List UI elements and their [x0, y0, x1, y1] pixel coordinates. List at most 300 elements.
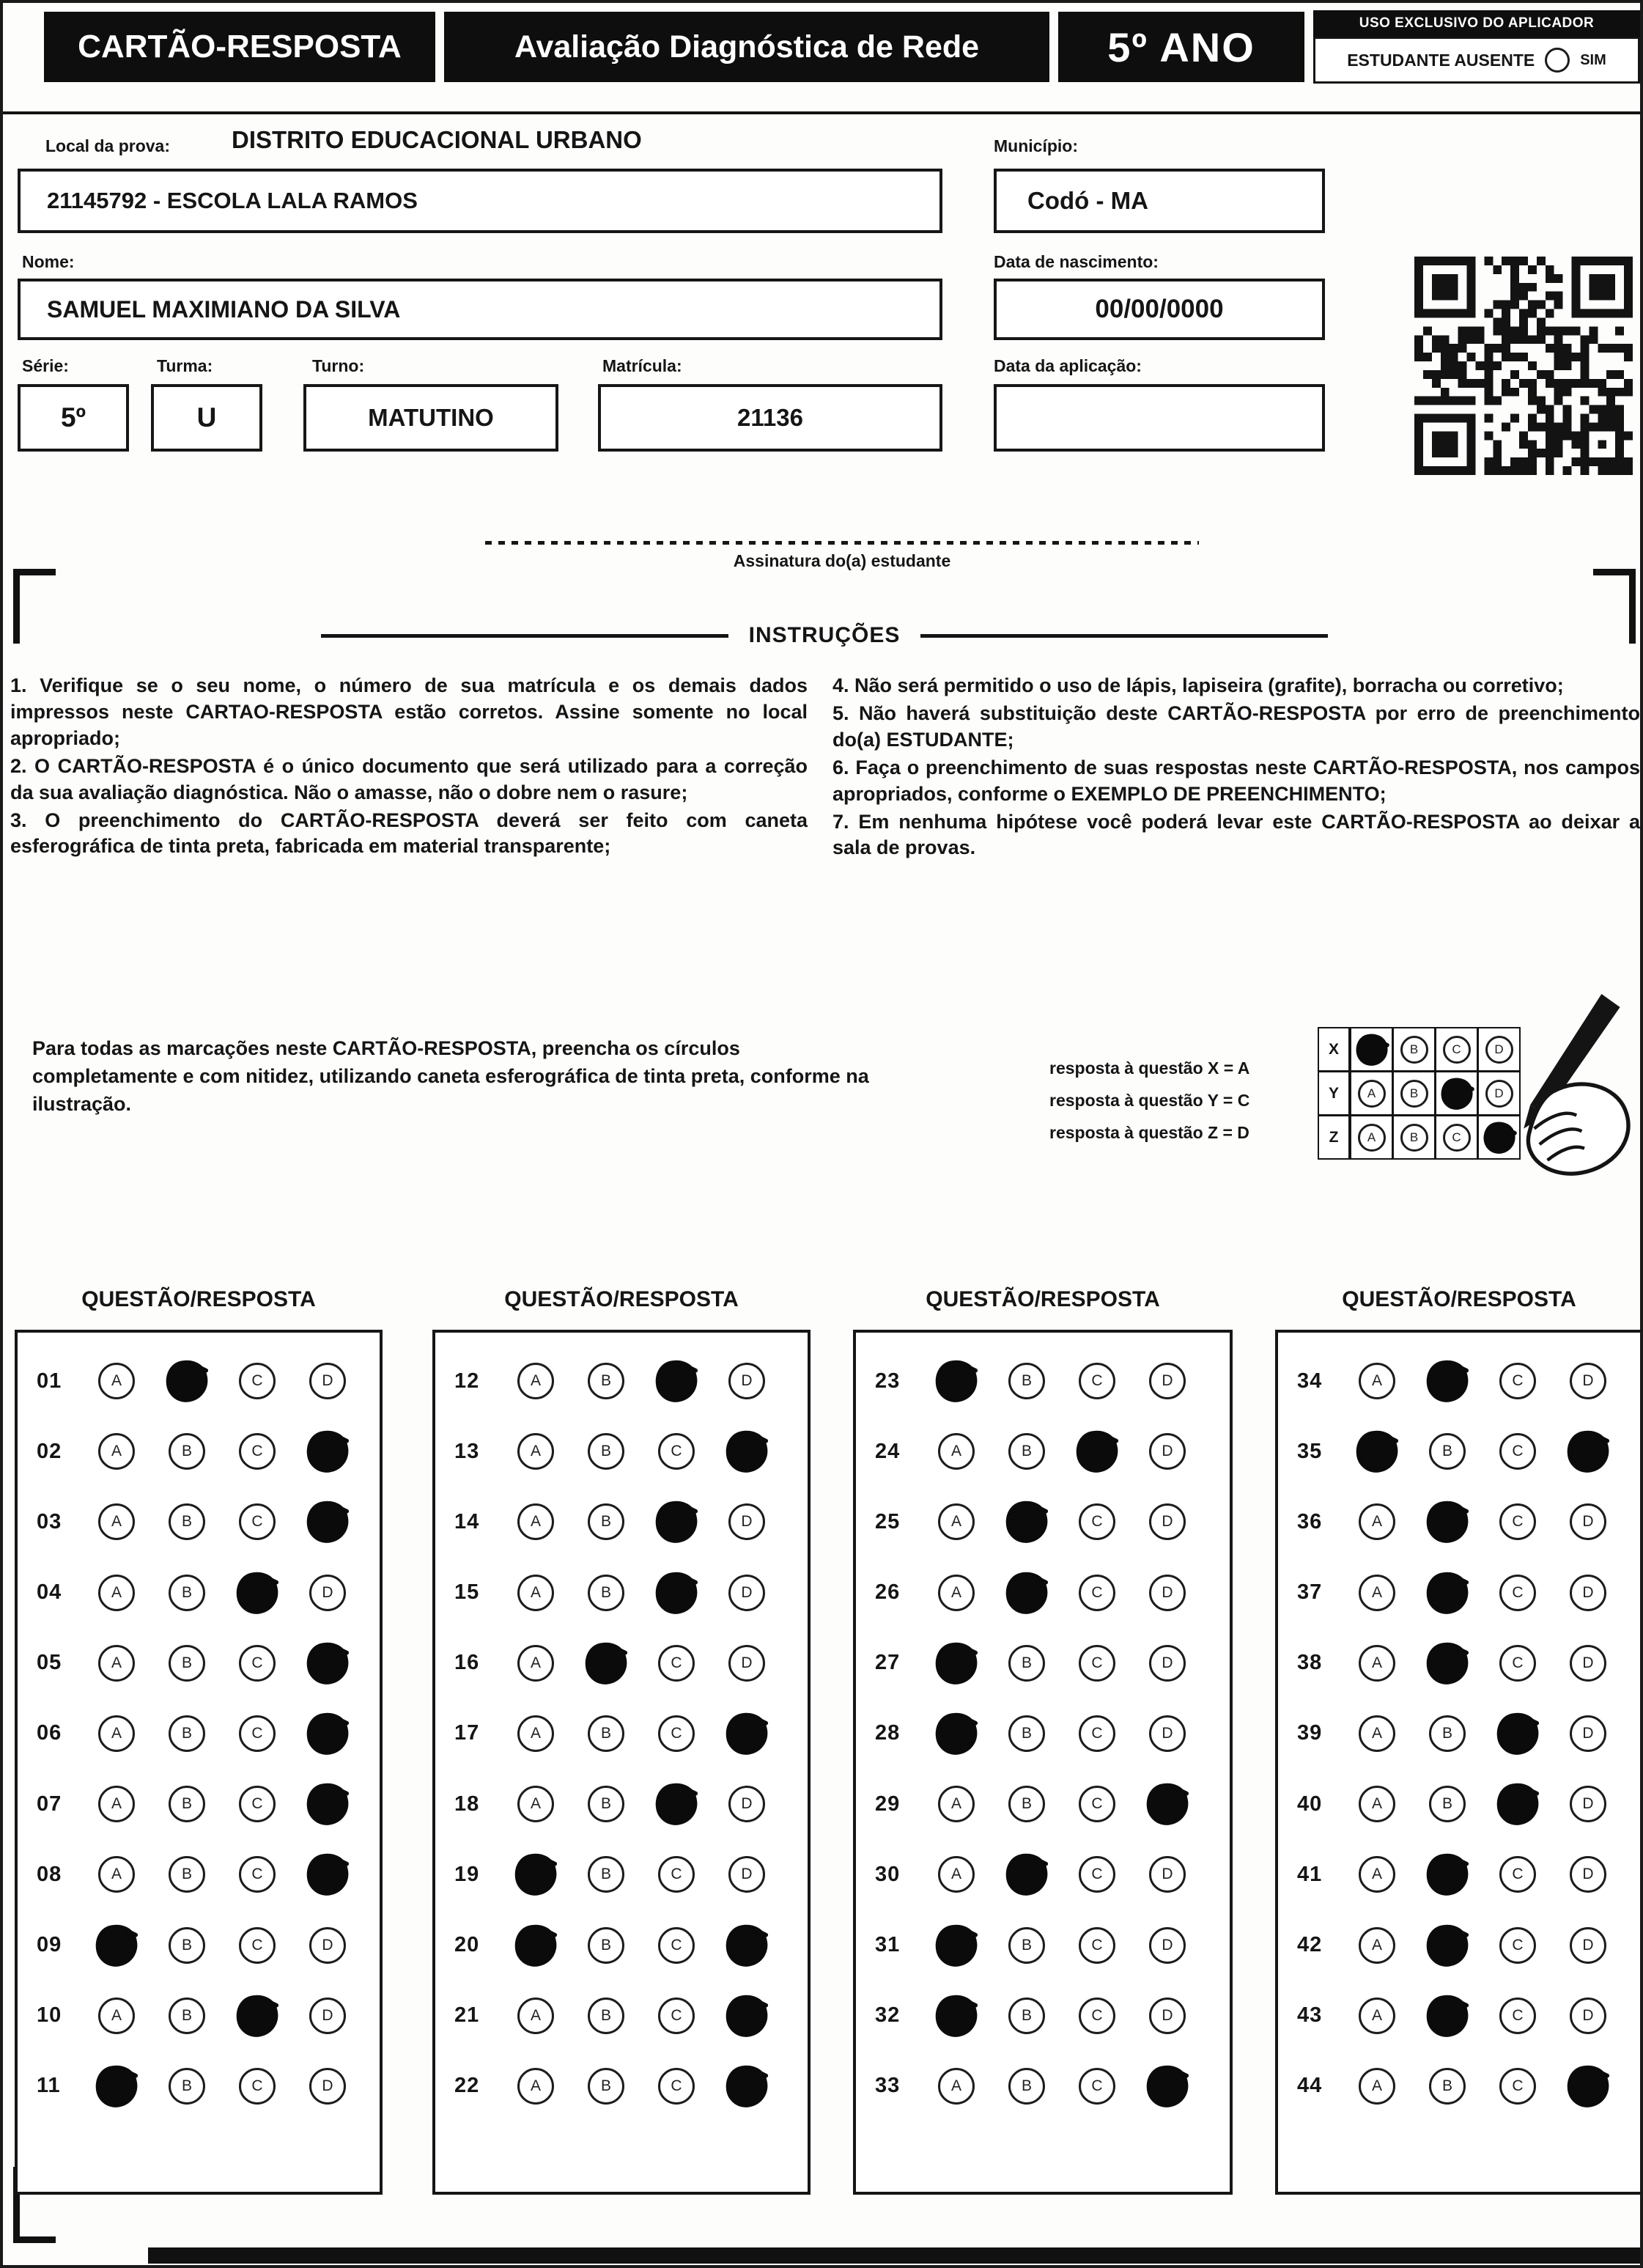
answer-bubble-19-D[interactable]: D: [728, 1856, 765, 1893]
answer-bubble-38-D[interactable]: D: [1570, 1645, 1606, 1682]
answer-bubble-06-B[interactable]: B: [169, 1715, 205, 1752]
answer-bubble-26-B-filled[interactable]: [1002, 1568, 1052, 1618]
aplicacao-field[interactable]: [994, 384, 1325, 452]
answer-bubble-22-C[interactable]: C: [658, 2068, 695, 2105]
answer-bubble-24-A[interactable]: A: [938, 1433, 975, 1470]
question-number: 26: [875, 1580, 901, 1605]
question-number: 22: [454, 2074, 480, 2098]
answer-bubble-37-A[interactable]: A: [1359, 1575, 1395, 1611]
answer-bubble-39-D[interactable]: D: [1570, 1715, 1606, 1752]
answer-bubble-32-D[interactable]: D: [1149, 1998, 1186, 2034]
answer-bubble-16-A[interactable]: A: [517, 1645, 554, 1682]
question-row-18: [435, 1783, 808, 1825]
answer-column-header: QUESTÃO/RESPOSTA: [81, 1287, 316, 1311]
answer-bubble-37-B-filled[interactable]: [1422, 1568, 1472, 1618]
question-row-02: [18, 1431, 380, 1472]
example-text: Para todas as marcações neste CARTÃO-RESPOSTA, preencha os círculos completamente e com nitidez, utilizando caneta esferográfica de tinta preta, conforme na ilustração.: [32, 1037, 869, 1115]
answer-bubble-14-C-filled[interactable]: [651, 1498, 701, 1547]
aplicador-bar: USO EXCLUSIVO DO APLICADOR: [1313, 10, 1640, 37]
answer-bubble-44-C[interactable]: C: [1499, 2068, 1536, 2105]
answer-bubble-02-B[interactable]: B: [169, 1433, 205, 1470]
answer-bubble-32-A-filled[interactable]: [931, 1991, 981, 2041]
answer-bubble-28-B[interactable]: B: [1008, 1715, 1045, 1752]
answer-bubble-25-B-filled[interactable]: [1002, 1498, 1052, 1547]
answer-bubble-08-C[interactable]: C: [239, 1856, 276, 1893]
answer-bubble-11-B[interactable]: B: [169, 2068, 205, 2105]
answer-column-box: [853, 1330, 1233, 2195]
example-bubble-X-D[interactable]: D: [1485, 1036, 1513, 1064]
answer-bubble-21-B[interactable]: B: [588, 1998, 624, 2034]
answer-bubble-18-C-filled[interactable]: [651, 1779, 701, 1829]
answer-bubble-13-C[interactable]: C: [658, 1433, 695, 1470]
answer-bubble-30-B-filled[interactable]: [1002, 1850, 1052, 1900]
matricula-field: 21136: [598, 384, 942, 452]
answer-bubble-11-C[interactable]: C: [239, 2068, 276, 2105]
answer-bubble-23-B[interactable]: B: [1008, 1363, 1045, 1399]
question-row-03: [18, 1501, 380, 1542]
question-number: 19: [454, 1862, 480, 1886]
answer-column-box: [15, 1330, 383, 2195]
question-row-22: [435, 2066, 808, 2107]
answer-bubble-28-D[interactable]: D: [1149, 1715, 1186, 1752]
answer-bubble-27-B[interactable]: B: [1008, 1645, 1045, 1682]
question-row-32: [856, 1995, 1230, 2036]
answer-bubble-25-C[interactable]: C: [1079, 1503, 1115, 1540]
example-bubble-Y-B[interactable]: B: [1400, 1080, 1428, 1108]
question-number: 06: [37, 1721, 62, 1745]
regmark-bottom-left: [13, 2236, 56, 2243]
answer-bubble-32-C[interactable]: C: [1079, 1998, 1115, 2034]
answer-bubble-06-A[interactable]: A: [98, 1715, 135, 1752]
answer-bubble-40-B[interactable]: B: [1429, 1786, 1466, 1822]
answer-bubble-02-D-filled[interactable]: [303, 1426, 352, 1476]
answer-bubble-07-A[interactable]: A: [98, 1786, 135, 1822]
answer-bubble-11-D[interactable]: D: [309, 2068, 346, 2105]
question-row-25: [856, 1501, 1230, 1542]
answer-bubble-16-D[interactable]: D: [728, 1645, 765, 1682]
aplicacao-label: Data da aplicação:: [994, 356, 1142, 375]
answer-bubble-07-C[interactable]: C: [239, 1786, 276, 1822]
serie-label: Série:: [22, 356, 69, 375]
answer-bubble-31-C[interactable]: C: [1079, 1927, 1115, 1964]
question-row-13: [435, 1431, 808, 1472]
answer-bubble-20-B[interactable]: B: [588, 1927, 624, 1964]
answer-bubble-01-C[interactable]: C: [239, 1363, 276, 1399]
answer-bubble-26-D[interactable]: D: [1149, 1575, 1186, 1611]
answer-bubble-13-B[interactable]: B: [588, 1433, 624, 1470]
answer-bubble-15-D[interactable]: D: [728, 1575, 765, 1611]
answer-bubble-04-B[interactable]: B: [169, 1575, 205, 1611]
question-number: 25: [875, 1509, 901, 1534]
answer-bubble-15-C-filled[interactable]: [651, 1568, 701, 1618]
question-number: 38: [1297, 1651, 1323, 1675]
answer-bubble-31-D[interactable]: D: [1149, 1927, 1186, 1964]
answer-bubble-12-B[interactable]: B: [588, 1363, 624, 1399]
answer-bubble-12-A[interactable]: A: [517, 1363, 554, 1399]
question-number: 17: [454, 1721, 480, 1745]
answer-bubble-23-A-filled[interactable]: [931, 1356, 981, 1406]
answer-bubble-17-B[interactable]: B: [588, 1715, 624, 1752]
answer-bubble-05-B[interactable]: B: [169, 1645, 205, 1682]
answer-bubble-28-A-filled[interactable]: [931, 1709, 981, 1759]
answer-bubble-21-A[interactable]: A: [517, 1998, 554, 2034]
answer-bubble-21-D-filled[interactable]: [722, 1991, 772, 2041]
local-label: Local da prova:: [45, 136, 170, 155]
answer-bubble-44-A[interactable]: A: [1359, 2068, 1395, 2105]
answer-bubble-04-A[interactable]: A: [98, 1575, 135, 1611]
answer-bubble-01-D[interactable]: D: [309, 1363, 346, 1399]
question-number: 20: [454, 1933, 480, 1956]
answer-bubble-14-D[interactable]: D: [728, 1503, 765, 1540]
answer-bubble-02-A[interactable]: A: [98, 1433, 135, 1470]
answer-bubble-21-C[interactable]: C: [658, 1998, 695, 2034]
question-number: 39: [1297, 1721, 1323, 1745]
example-bubble-Z-B[interactable]: B: [1400, 1124, 1428, 1152]
question-row-34: [1278, 1361, 1640, 1402]
answer-bubble-43-A[interactable]: A: [1359, 1998, 1395, 2034]
absent-bubble[interactable]: [1545, 48, 1570, 73]
question-row-05: [18, 1643, 380, 1684]
question-row-42: [1278, 1925, 1640, 1966]
question-number: 10: [37, 2003, 62, 2028]
example-bubble-Z-C[interactable]: C: [1443, 1124, 1471, 1152]
question-row-26: [856, 1572, 1230, 1613]
answer-bubble-05-D-filled[interactable]: [303, 1638, 352, 1688]
question-row-20: [435, 1925, 808, 1966]
instructions-right-column: [832, 671, 1640, 863]
question-row-21: [435, 1995, 808, 2036]
question-number: 43: [1297, 2003, 1323, 2028]
answer-bubble-01-A[interactable]: A: [98, 1363, 135, 1399]
answer-bubble-07-B[interactable]: B: [169, 1786, 205, 1822]
answer-bubble-05-A[interactable]: A: [98, 1645, 135, 1682]
answer-bubble-30-A[interactable]: A: [938, 1856, 975, 1893]
answer-bubble-10-B[interactable]: B: [169, 1998, 205, 2034]
nome-label: Nome:: [22, 252, 75, 271]
question-row-30: [856, 1854, 1230, 1895]
answer-bubble-27-C[interactable]: C: [1079, 1645, 1115, 1682]
example-cell: [1392, 1115, 1436, 1160]
question-number: 14: [454, 1509, 480, 1534]
answer-bubble-03-D-filled[interactable]: [303, 1498, 352, 1547]
answer-bubble-40-C-filled[interactable]: [1493, 1779, 1543, 1829]
answer-bubble-05-C[interactable]: C: [239, 1645, 276, 1682]
nascimento-label: Data de nascimento:: [994, 252, 1159, 271]
instruction-item: 2. O CARTÃO-RESPOSTA é o único documento que será utilizado para a correção da sua avaliação diagnóstica. Não o amasse, não o dobre nem o rasure;: [10, 754, 808, 803]
answer-bubble-44-D-filled[interactable]: [1563, 2061, 1613, 2111]
question-row-08: [18, 1854, 380, 1895]
question-number: 12: [454, 1369, 480, 1393]
answer-bubble-30-D[interactable]: D: [1149, 1856, 1186, 1893]
example-bubble-X-C[interactable]: C: [1443, 1036, 1471, 1064]
answer-bubble-04-D[interactable]: D: [309, 1575, 346, 1611]
answer-bubble-09-C[interactable]: C: [239, 1927, 276, 1964]
question-number: 40: [1297, 1792, 1323, 1816]
answer-bubble-33-C[interactable]: C: [1079, 2068, 1115, 2105]
example-bubble-Y-D[interactable]: D: [1485, 1080, 1513, 1108]
answer-bubble-24-B[interactable]: B: [1008, 1433, 1045, 1470]
answer-column-header: QUESTÃO/RESPOSTA: [504, 1287, 739, 1311]
question-number: 41: [1297, 1862, 1323, 1886]
example-cell: [1392, 1027, 1436, 1072]
answer-bubble-41-A[interactable]: A: [1359, 1856, 1395, 1893]
question-row-19: [435, 1854, 808, 1895]
legend-line: resposta à questão X = A: [1049, 1058, 1250, 1078]
example-bubble-Z-A[interactable]: A: [1358, 1124, 1386, 1152]
question-number: 16: [454, 1651, 480, 1675]
question-number: 09: [37, 1933, 62, 1956]
answer-bubble-22-B[interactable]: B: [588, 2068, 624, 2105]
instructions-left-column: [10, 671, 808, 861]
signature-line[interactable]: [485, 541, 1199, 545]
matricula-label: Matrícula:: [602, 356, 682, 375]
question-row-10: [18, 1995, 380, 2036]
answer-bubble-10-C-filled[interactable]: [232, 1991, 282, 2041]
answer-bubble-20-A-filled[interactable]: [511, 1921, 561, 1970]
answer-bubble-41-B-filled[interactable]: [1422, 1850, 1472, 1900]
grade-badge: 5º ANO: [1058, 12, 1304, 82]
absent-sim-label: SIM: [1580, 51, 1606, 68]
answer-bubble-31-A-filled[interactable]: [931, 1921, 981, 1970]
answer-bubble-37-D[interactable]: D: [1570, 1575, 1606, 1611]
answer-bubble-34-A[interactable]: A: [1359, 1363, 1395, 1399]
answer-bubble-16-B-filled[interactable]: [581, 1638, 631, 1688]
answer-bubble-33-B[interactable]: B: [1008, 2068, 1045, 2105]
answer-bubble-19-C[interactable]: C: [658, 1856, 695, 1893]
question-number: 42: [1297, 1933, 1323, 1956]
answer-bubble-22-A[interactable]: A: [517, 2068, 554, 2105]
answer-bubble-35-B[interactable]: B: [1429, 1433, 1466, 1470]
answer-bubble-09-A-filled[interactable]: [92, 1921, 141, 1970]
answer-bubble-14-A[interactable]: A: [517, 1503, 554, 1540]
answer-bubble-29-D-filled[interactable]: [1142, 1779, 1192, 1829]
answer-bubble-34-C[interactable]: C: [1499, 1363, 1536, 1399]
answer-bubble-36-B-filled[interactable]: [1422, 1498, 1472, 1547]
instructions-heading: [3, 623, 1643, 648]
answer-bubble-12-D[interactable]: D: [728, 1363, 765, 1399]
municipio-field: Codó - MA: [994, 169, 1325, 233]
question-row-37: [1278, 1572, 1640, 1613]
question-number: 05: [37, 1651, 62, 1675]
answer-bubble-08-A[interactable]: A: [98, 1856, 135, 1893]
answer-bubble-25-D[interactable]: D: [1149, 1503, 1186, 1540]
question-row-31: [856, 1925, 1230, 1966]
answer-bubble-34-B-filled[interactable]: [1422, 1356, 1472, 1406]
answer-bubble-10-D[interactable]: D: [309, 1998, 346, 2034]
qr-code: [1414, 257, 1633, 475]
answer-bubble-03-B[interactable]: B: [169, 1503, 205, 1540]
answer-bubble-39-C-filled[interactable]: [1493, 1709, 1543, 1759]
example-bubble-X-B[interactable]: B: [1400, 1036, 1428, 1064]
answer-bubble-20-D-filled[interactable]: [722, 1921, 772, 1970]
answer-bubble-18-D[interactable]: D: [728, 1786, 765, 1822]
nascimento-field: 00/00/0000: [994, 279, 1325, 340]
answer-bubble-26-C[interactable]: C: [1079, 1575, 1115, 1611]
question-number: 18: [454, 1792, 480, 1816]
signature-label: Assinatura do(a) estudante: [733, 551, 951, 570]
answer-bubble-41-D[interactable]: D: [1570, 1856, 1606, 1893]
answer-column-box: [432, 1330, 811, 2195]
answer-column-header: QUESTÃO/RESPOSTA: [1342, 1287, 1576, 1311]
answer-bubble-24-D[interactable]: D: [1149, 1433, 1186, 1470]
answer-bubble-36-C[interactable]: C: [1499, 1503, 1536, 1540]
answer-bubble-42-A[interactable]: A: [1359, 1927, 1395, 1964]
example-cell: [1350, 1115, 1393, 1160]
answer-bubble-43-D[interactable]: D: [1570, 1998, 1606, 2034]
municipio-label: Município:: [994, 136, 1078, 155]
answer-bubble-15-A[interactable]: A: [517, 1575, 554, 1611]
hand-pen-illustration: [1465, 994, 1638, 1179]
answer-bubble-17-C[interactable]: C: [658, 1715, 695, 1752]
answer-bubble-12-C-filled[interactable]: [651, 1356, 701, 1406]
answer-bubble-32-B[interactable]: B: [1008, 1998, 1045, 2034]
answer-bubble-29-A[interactable]: A: [938, 1786, 975, 1822]
answer-bubble-13-D-filled[interactable]: [722, 1426, 772, 1476]
answer-bubble-27-D[interactable]: D: [1149, 1645, 1186, 1682]
answer-bubble-08-D-filled[interactable]: [303, 1850, 352, 1900]
answer-bubble-36-A[interactable]: A: [1359, 1503, 1395, 1540]
answer-bubble-24-C-filled[interactable]: [1072, 1426, 1122, 1476]
answer-bubble-29-B[interactable]: B: [1008, 1786, 1045, 1822]
answer-bubble-34-D[interactable]: D: [1570, 1363, 1606, 1399]
instruction-item: 1. Verifique se o seu nome, o número de sua matrícula e os demais dados impressos neste CARTAO-RESPOSTA estão corretos. Assine somente no local apropriado;: [10, 674, 808, 749]
answer-bubble-26-A[interactable]: A: [938, 1575, 975, 1611]
question-number: 37: [1297, 1580, 1323, 1605]
answer-bubble-08-B[interactable]: B: [169, 1856, 205, 1893]
answer-bubble-02-C[interactable]: C: [239, 1433, 276, 1470]
answer-bubble-03-A[interactable]: A: [98, 1503, 135, 1540]
answer-bubble-09-B[interactable]: B: [169, 1927, 205, 1964]
answer-bubble-36-D[interactable]: D: [1570, 1503, 1606, 1540]
example-cell: [1392, 1071, 1436, 1116]
answer-column-box: [1275, 1330, 1643, 2195]
answer-bubble-38-C[interactable]: C: [1499, 1645, 1536, 1682]
answer-bubble-14-B[interactable]: B: [588, 1503, 624, 1540]
answer-bubble-35-A-filled[interactable]: [1352, 1426, 1402, 1476]
answer-bubble-38-B-filled[interactable]: [1422, 1638, 1472, 1688]
answer-bubble-40-D[interactable]: D: [1570, 1786, 1606, 1822]
answer-bubble-39-B[interactable]: B: [1429, 1715, 1466, 1752]
legend-line: resposta à questão Y = C: [1049, 1091, 1250, 1110]
answer-bubble-42-B-filled[interactable]: [1422, 1921, 1472, 1970]
turma-label: Turma:: [157, 356, 213, 375]
answer-bubble-15-B[interactable]: B: [588, 1575, 624, 1611]
example-bubble-Y-A[interactable]: A: [1358, 1080, 1386, 1108]
question-number: 29: [875, 1792, 901, 1816]
sheet-title: CARTÃO-RESPOSTA: [44, 12, 435, 82]
question-number: 34: [1297, 1369, 1323, 1393]
answer-bubble-18-B[interactable]: B: [588, 1786, 624, 1822]
question-row-40: [1278, 1783, 1640, 1825]
question-number: 44: [1297, 2074, 1323, 2098]
answer-bubble-43-B-filled[interactable]: [1422, 1991, 1472, 2041]
question-number: 04: [37, 1580, 62, 1605]
question-row-06: [18, 1713, 380, 1754]
answer-bubble-23-D[interactable]: D: [1149, 1363, 1186, 1399]
answer-bubble-42-D[interactable]: D: [1570, 1927, 1606, 1964]
question-number: 02: [37, 1439, 62, 1463]
answer-bubble-35-D-filled[interactable]: [1563, 1426, 1613, 1476]
answer-bubble-27-A-filled[interactable]: [931, 1638, 981, 1688]
example-bubble-X-A-filled[interactable]: [1353, 1031, 1390, 1068]
answer-bubble-39-A[interactable]: A: [1359, 1715, 1395, 1752]
serie-field: 5º: [18, 384, 129, 452]
answer-bubble-23-C[interactable]: C: [1079, 1363, 1115, 1399]
question-number: 13: [454, 1439, 480, 1463]
question-number: 01: [37, 1369, 62, 1393]
answer-bubble-33-A[interactable]: A: [938, 2068, 975, 2105]
question-row-17: [435, 1713, 808, 1754]
student-absent-box: [1313, 37, 1640, 84]
answer-bubble-31-B[interactable]: B: [1008, 1927, 1045, 1964]
answer-bubble-01-B-filled[interactable]: [162, 1356, 212, 1406]
answer-column-header: QUESTÃO/RESPOSTA: [926, 1287, 1160, 1311]
answer-bubble-06-D-filled[interactable]: [303, 1709, 352, 1759]
answer-bubble-10-A[interactable]: A: [98, 1998, 135, 2034]
bottom-timing-bar: [148, 2247, 1643, 2264]
answer-bubble-35-C[interactable]: C: [1499, 1433, 1536, 1470]
instruction-item: 4. Não será permitido o uso de lápis, lapiseira (grafite), borracha ou corretivo;: [832, 674, 1564, 696]
answer-bubble-40-A[interactable]: A: [1359, 1786, 1395, 1822]
question-row-27: [856, 1643, 1230, 1684]
answer-bubble-18-A[interactable]: A: [517, 1786, 554, 1822]
answer-bubble-03-C[interactable]: C: [239, 1503, 276, 1540]
answer-bubble-37-C[interactable]: C: [1499, 1575, 1536, 1611]
question-number: 08: [37, 1862, 62, 1886]
answer-bubble-25-A[interactable]: A: [938, 1503, 975, 1540]
answer-bubble-22-D-filled[interactable]: [722, 2061, 772, 2111]
question-row-28: [856, 1713, 1230, 1754]
answer-bubble-28-C[interactable]: C: [1079, 1715, 1115, 1752]
legend-line: resposta à questão Z = D: [1049, 1123, 1249, 1142]
answer-bubble-09-D[interactable]: D: [309, 1927, 346, 1964]
answer-bubble-06-C[interactable]: C: [239, 1715, 276, 1752]
example-legend: [1049, 1058, 1284, 1155]
turma-field: U: [151, 384, 262, 452]
answer-bubble-07-D-filled[interactable]: [303, 1779, 352, 1829]
answer-bubble-13-A[interactable]: A: [517, 1433, 554, 1470]
answer-bubble-42-C[interactable]: C: [1499, 1927, 1536, 1964]
answer-bubble-38-A[interactable]: A: [1359, 1645, 1395, 1682]
nome-field: SAMUEL MAXIMIANO DA SILVA: [18, 279, 942, 340]
example-row-label: X: [1318, 1027, 1350, 1072]
answer-bubble-17-D-filled[interactable]: [722, 1709, 772, 1759]
answer-bubble-44-B[interactable]: B: [1429, 2068, 1466, 2105]
header-rule: [3, 111, 1643, 114]
question-number: 07: [37, 1792, 62, 1816]
answer-bubble-16-C[interactable]: C: [658, 1645, 695, 1682]
answer-bubble-11-A-filled[interactable]: [92, 2061, 141, 2111]
answer-bubble-17-A[interactable]: A: [517, 1715, 554, 1752]
answer-bubble-19-B[interactable]: B: [588, 1856, 624, 1893]
answer-bubble-41-C[interactable]: C: [1499, 1856, 1536, 1893]
answer-bubble-29-C[interactable]: C: [1079, 1786, 1115, 1822]
question-row-44: [1278, 2066, 1640, 2107]
heading-line-left: [321, 634, 728, 638]
answer-bubble-43-C[interactable]: C: [1499, 1998, 1536, 2034]
answer-bubble-04-C-filled[interactable]: [232, 1568, 282, 1618]
answer-bubble-33-D-filled[interactable]: [1142, 2061, 1192, 2111]
answer-bubble-20-C[interactable]: C: [658, 1927, 695, 1964]
question-number: 30: [875, 1862, 901, 1886]
question-row-39: [1278, 1713, 1640, 1754]
question-row-36: [1278, 1501, 1640, 1542]
question-number: 21: [454, 2003, 480, 2028]
local-value: DISTRITO EDUCACIONAL URBANO: [232, 126, 642, 153]
answer-bubble-19-A-filled[interactable]: [511, 1850, 561, 1900]
school-field: 21145792 - ESCOLA LALA RAMOS: [18, 169, 942, 233]
answer-bubble-30-C[interactable]: C: [1079, 1856, 1115, 1893]
